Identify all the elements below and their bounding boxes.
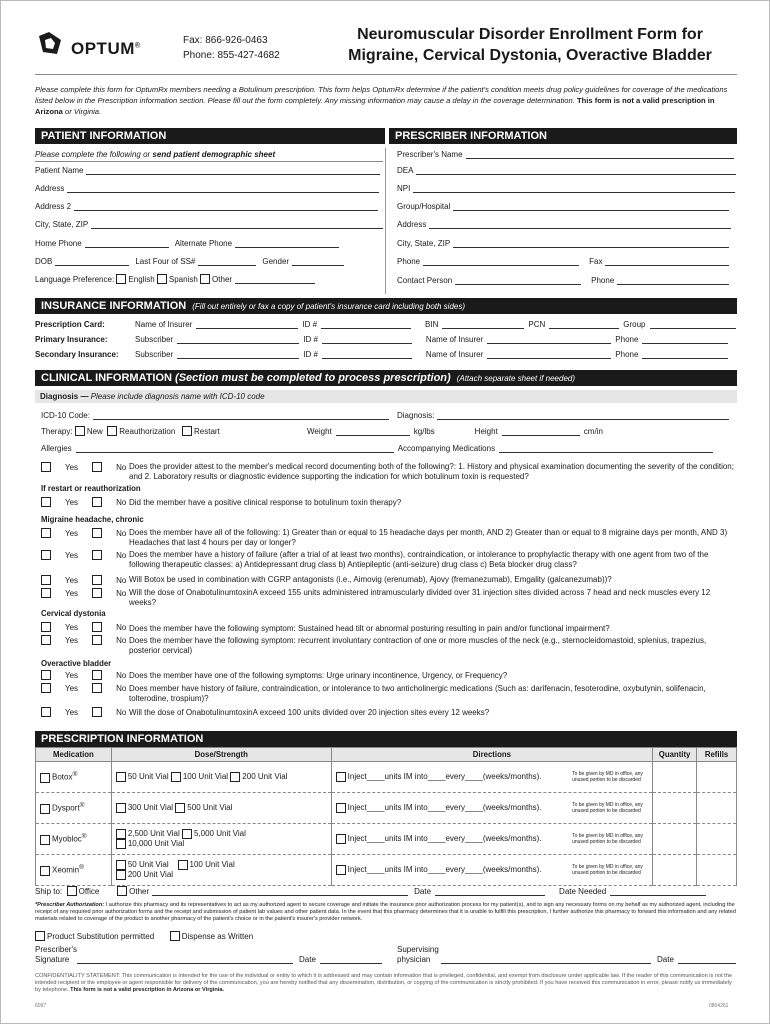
question-7: Does the member have the following symptom: Sustained head tilt or abnormal posturing resulting in pain and/or functional impairment? [129,624,610,633]
q8-yes-checkbox[interactable] [41,635,51,645]
contact-person-row[interactable]: Contact Person Phone [397,276,729,285]
group-hospital-field[interactable]: Group/Hospital [397,202,729,211]
q1-yes-no[interactable]: Yes No [41,462,140,472]
q1-yes-checkbox[interactable] [41,462,51,472]
q6-yes-no[interactable]: Yes No [41,588,140,598]
question-10: Does member have history of failure, contraindication, or intolerance to two anticholinergic medications (Such as: darifenacin, fesoterodine, oxybutynin, solifenacin, tolterodine, trospium)? [129,684,706,703]
form-code-right: 0804261 [709,1003,729,1009]
q7-yes-checkbox[interactable] [41,622,51,632]
supervising-signature-field[interactable]: Date [441,955,736,964]
q2-yes-checkbox[interactable] [41,497,51,507]
bladder-group-label: Overactive bladder [41,659,112,668]
patient-name-field[interactable]: Patient Name [35,166,380,175]
myobloc-10000-checkbox[interactable] [116,839,126,849]
q6-yes-checkbox[interactable] [41,588,51,598]
patient-info-header: PATIENT INFORMATION [35,128,385,144]
xeomin-200-checkbox[interactable] [116,870,126,880]
question-1: Does the provider attest to the member's medical record documenting both of the following?: 1. History and physical examination documenting the severity of the condition; and 2. Laboratory results or diagnostic evidence supporting the indication for which botulinum toxin is requested? [129,462,734,481]
q5-yes-checkbox[interactable] [41,575,51,585]
prescriber-info-header: PRESCRIBER INFORMATION [389,128,737,144]
phone-number: Phone: 855-427-4682 [183,50,280,61]
question-3: Does the member have all of the following: 1) Greater than or equal to 15 headache days per month, AND 2) Greater than or equal to 8 migraine days per month, AND 3) Headaches that last 4 hours per day or longer? [129,528,728,547]
rx-row-dysport: Dysport® 300 Unit Vial 500 Unit Vial Inject____units IM into____every____(weeks/months). To be given by MD in office, any unused portion to be discarded [36,793,737,824]
botox-refills[interactable] [697,762,737,793]
myobloc-5000-checkbox[interactable] [182,829,192,839]
dispense-as-written-checkbox[interactable] [170,931,180,941]
substitution-checkbox[interactable] [35,931,45,941]
question-2: Did the member have a positive clinical response to botulinum toxin therapy? [129,498,402,507]
dysport-500-checkbox[interactable] [175,803,185,813]
myobloc-quantity[interactable] [653,824,697,855]
q3-yes-no[interactable]: Yes No [41,528,140,538]
icd10-field[interactable]: ICD-10 Code: [41,411,389,420]
q4-yes-no[interactable]: Yes No [41,550,140,560]
botox-200-checkbox[interactable] [230,772,240,782]
patient-address2-field[interactable]: Address 2 [35,202,378,211]
supervising-physician-label: Supervising physician [397,945,439,964]
cervical-group-label: Cervical dystonia [41,609,106,618]
col-directions: Directions [331,748,652,762]
office-checkbox[interactable] [67,886,77,896]
restart-checkbox[interactable] [182,426,192,436]
q8-yes-no[interactable]: Yes No [41,635,140,645]
prescriber-signature-label: Prescriber's Signature [35,945,77,964]
question-6: Will the dose of OnabotulinumtoxinA exceed 155 units administered intramuscularly divided over 31 injection sites divided across 7 head and neck muscles every 12 weeks? [129,588,711,607]
contact-block [183,33,280,63]
language-preference[interactable]: Language Preference: English Spanish Other [35,274,315,284]
form-code-left: 6097 [35,1003,47,1009]
xeomin-50-checkbox[interactable] [116,860,126,870]
dysport-directions-checkbox[interactable] [336,803,346,813]
patient-city-field[interactable]: City, State, ZIP [35,220,383,229]
column-divider [385,148,386,294]
question-11: Will the dose of OnabotulinumtoxinA exceed 100 units divided over 20 injection sites every 12 weeks? [129,708,490,717]
header-divider [35,74,737,75]
patient-phone-row[interactable]: Home Phone Alternate Phone [35,239,339,248]
dysport-quantity[interactable] [653,793,697,824]
prescription-table [35,747,737,886]
reauthorization-checkbox[interactable] [107,426,117,436]
spanish-checkbox[interactable] [157,274,167,284]
patient-note: Please complete the following or send patient demographic sheet [35,150,276,159]
dysport-refills[interactable] [697,793,737,824]
botox-quantity[interactable] [653,762,697,793]
rx-row-myobloc: Myobloc® 2,500 Unit Vial 5,000 Unit Vial 10,000 Unit Vial Inject____units IM into____every____(weeks/months). To be given by MD in office, any unused portion to be discarded [36,824,737,855]
q9-yes-checkbox[interactable] [41,670,51,680]
primary-insurance-row[interactable]: Subscriber ID # Name of Insurer Phone [135,335,728,344]
xeomin-checkbox[interactable] [40,866,50,876]
q4-no-checkbox[interactable] [92,550,102,560]
question-9: Does the member have one of the following symptoms: Urge urinary incontinence, Urgency, or Frequency? [129,671,508,680]
confidentiality-statement: CONFIDENTIALITY STATEMENT: This communication is intended for the use of the individual or entity to which it is addressed and may contain information that is privileged, confidential, and exempt from disclosure under applicable law. If the reader of this communication is not the intended recipient or the employee or agent responsible for delivery of the communication, you are hereby notified that any dissemination, distribution, or copying of the communication is strictly prohibited. If you have received this communication in error, please notify us immediately by telephone. This form is not a valid prescription in Arizona or Virginia. [35,973,732,993]
q5-no-checkbox[interactable] [92,575,102,585]
myobloc-refills[interactable] [697,824,737,855]
col-refills: Refills [697,748,737,762]
q4-yes-checkbox[interactable] [41,550,51,560]
botox-directions-checkbox[interactable] [336,772,346,782]
q10-yes-checkbox[interactable] [41,683,51,693]
q5-yes-no[interactable]: Yes No [41,575,140,585]
q11-yes-no[interactable]: Yes No [41,707,140,717]
ship-to-row[interactable]: Ship to: Office Other Date Date Needed [35,886,706,896]
restart-group-label: If restart or reauthorization [41,484,141,493]
botox-100-checkbox[interactable] [171,772,181,782]
other-language-checkbox[interactable] [200,274,210,284]
prescriber-city-field[interactable]: City, State, ZIP [397,239,729,248]
xeomin-directions-checkbox[interactable] [336,865,346,875]
prescription-info-header: PRESCRIPTION INFORMATION [35,731,737,747]
myobloc-directions-checkbox[interactable] [336,834,346,844]
q7-yes-no[interactable]: Yes No [41,622,140,632]
npi-field[interactable]: NPI [397,184,735,193]
prescriber-phone-fax-row[interactable]: Phone Fax [397,257,729,266]
q10-no-checkbox[interactable] [92,683,102,693]
xeomin-quantity[interactable] [653,855,697,886]
fax-number: Fax: 866-926-0463 [183,35,268,46]
question-5: Will Botox be used in combination with CGRP antagonists (i.e., Aimovig (erenumab), Ajovy (fremanezumab), Emgality (galcanezumab))? [129,575,612,584]
rx-row-botox: Botox® 50 Unit Vial 100 Unit Vial 200 Unit Vial Inject____units IM into____every____(weeks/months). To be given by MD in office, any unused portion to be discarded [36,762,737,793]
diagnosis-note: Diagnosis — Please include diagnosis name with ICD-10 code [35,390,737,403]
myobloc-2500-checkbox[interactable] [116,829,126,839]
prescriber-name-field[interactable]: Prescriber's Name [397,150,734,159]
secondary-insurance-row[interactable]: Subscriber ID # Name of Insurer Phone [135,350,728,359]
rx-card-row[interactable]: Name of Insurer ID # BIN PCN Group [135,320,736,329]
botox-checkbox[interactable] [40,773,50,783]
dysport-300-checkbox[interactable] [116,803,126,813]
secondary-insurance-label: Secondary Insurance: [35,350,119,359]
prescriber-address-field[interactable]: Address [397,220,731,229]
question-8: Does the member have the following symptom: recurrent involuntary contraction of one or more muscles of the neck (e.g., sternocleidomastoid, splenius, trapezius, posterior cervical) [129,636,707,655]
col-dose: Dose/Strength [111,748,331,762]
migraine-group-label: Migraine headache, chronic [41,515,144,524]
q2-yes-no[interactable]: Yes No [41,497,140,507]
dea-field[interactable]: DEA [397,166,736,175]
question-4: Does the member have a history of failure (after a trial of at least two months), contraindication, or intolerance to prophylactic therapy with one agent from two of the following therapeutic classes: a) Antidepressant drug class b) Antiepileptic (anti-seizure) drug class c) Beta blocker drug class? [129,550,709,569]
col-quantity: Quantity [653,748,697,762]
clinical-info-header: CLINICAL INFORMATION (Section must be completed to process prescription) (Attach separate sheet if needed) [35,370,737,386]
intro-text: Please complete this form for OptumRx members needing a Botulinum prescription. This form helps OptumRx determine if the patient's condition meets drug policy guidelines for coverage of the medications listed below in the Prescription information section. Please fill out the form completely. Any missing information may cause a delay in the coverage determination. This form is not a valid prescription in Arizona or Virginia. [35,85,728,116]
other-ship-checkbox[interactable] [117,886,127,896]
q8-no-checkbox[interactable] [92,635,102,645]
weight-height-row[interactable]: Weight kg/lbs Height cm/in [307,427,603,436]
q10-yes-no[interactable]: Yes No [41,683,140,693]
divider [35,161,383,162]
q7-no-checkbox[interactable] [92,622,102,632]
therapy-row[interactable]: Therapy: New Reauthorization Restart [41,426,220,436]
q1-no-checkbox[interactable] [92,462,102,472]
new-therapy-checkbox[interactable] [75,426,85,436]
optum-logo: OPTUM® [35,29,141,59]
substitution-row[interactable]: Product Substitution permitted Dispense as Written [35,931,253,941]
prescriber-signature-field[interactable]: Date [77,955,382,964]
insurance-info-header: INSURANCE INFORMATION (Fill out entirely or fax a copy of patient's insurance card including both sides) [35,298,737,314]
botox-50-checkbox[interactable] [116,772,126,782]
q9-no-checkbox[interactable] [92,670,102,680]
xeomin-refills[interactable] [697,855,737,886]
xeomin-100-checkbox[interactable] [178,860,188,870]
q11-yes-checkbox[interactable] [41,707,51,717]
q3-no-checkbox[interactable] [92,528,102,538]
patient-address-field[interactable]: Address [35,184,379,193]
q11-no-checkbox[interactable] [92,707,102,717]
q3-yes-checkbox[interactable] [41,528,51,538]
rx-card-label: Prescription Card: [35,320,105,329]
diagnosis-field[interactable]: Diagnosis: [397,411,729,420]
english-checkbox[interactable] [116,274,126,284]
patient-dob-row[interactable]: DOB Last Four of SS# Gender [35,257,344,266]
rx-row-xeomin: Xeomin® 50 Unit Vial 100 Unit Vial 200 Unit Vial Inject____units IM into____every____(weeks/months). To be given by MD in office, any unused portion to be discarded [36,855,737,886]
prescriber-authorization: *Prescriber Authorization: I authorize this pharmacy and its representatives to act as my authorized agent to secure coverage and initiate the insurance prior authorization process for my patient(s), and to sign any necessary forms on my behalf as my authorized agent, including the receipt of any required prior authorization forms and the receipt and submission of patient lab values and other patient data. In the event that this pharmacy determines that it is unable to fulfill this prescription, I further authorize this pharmacy to forward this information and any related materials related to coverage of the product to another pharmacy of the patient's choice or in the patient's insurer's provider network. [35,902,736,922]
allergies-field[interactable]: Allergies Accompanying Medications [41,444,713,453]
myobloc-checkbox[interactable] [40,835,50,845]
col-medication: Medication [36,748,112,762]
q2-no-checkbox[interactable] [92,497,102,507]
dysport-checkbox[interactable] [40,804,50,814]
q9-yes-no[interactable]: Yes No [41,670,140,680]
primary-insurance-label: Primary Insurance: [35,335,108,344]
q6-no-checkbox[interactable] [92,588,102,598]
optum-logo-icon [35,30,67,58]
form-title: Neuromuscular Disorder Enrollment Form for Migraine, Cervical Dystonia, Overactive Bladder [348,26,712,64]
